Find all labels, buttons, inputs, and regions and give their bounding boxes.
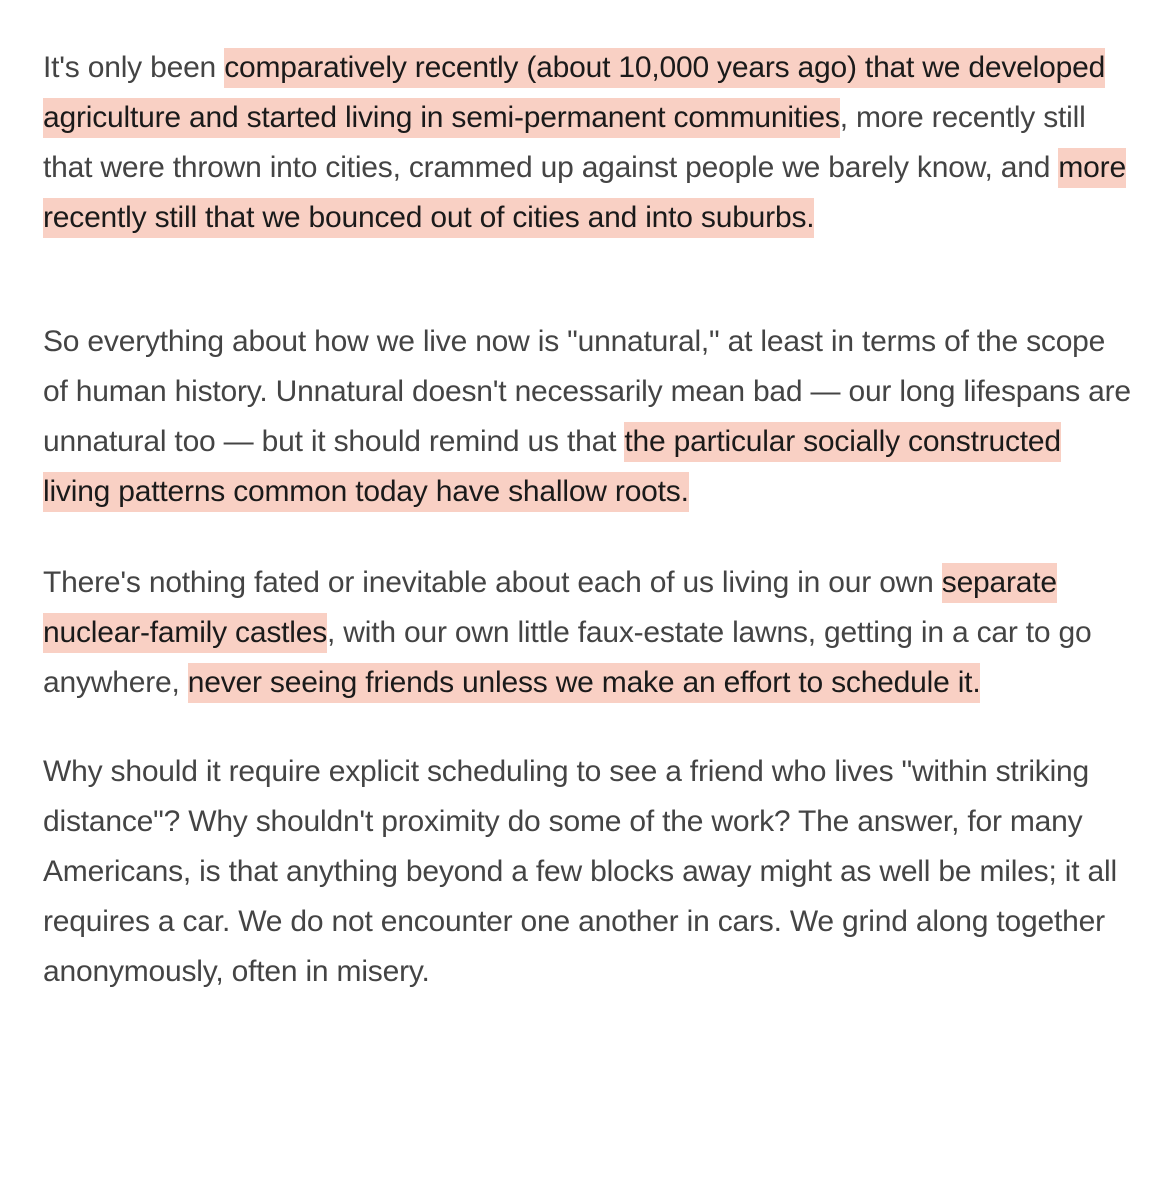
paragraph <box>43 558 1135 708</box>
highlighted-text[interactable]: separate nuclear-family castles <box>43 563 1057 653</box>
article-body <box>43 43 1135 997</box>
paragraph <box>43 747 1135 997</box>
highlighted-text[interactable]: the particular socially constructed living patterns common today have shallow roots. <box>43 422 1061 512</box>
text-segment: Why should it require explicit scheduling to see a friend who lives "within striking distance"? Why shouldn't proximity do some of the work? The answer, for many Americans, is that anything beyond a few blocks away might as well be miles; it all requires a car. We do not encounter one another in cars. We grind along together anonymously, often in misery. <box>43 755 1117 988</box>
text-segment: , more recently still that were thrown into cities, crammed up against people we barely know, and <box>43 101 1086 184</box>
highlighted-text[interactable]: never seeing friends unless we make an effort to schedule it. <box>188 663 981 703</box>
text-segment: It's only been <box>43 51 225 84</box>
paragraph <box>43 43 1135 243</box>
highlighted-text[interactable]: more recently still that we bounced out of cities and into suburbs. <box>43 148 1126 238</box>
highlighted-text[interactable]: comparatively recently (about 10,000 years ago) that we developed agriculture and started living in semi-permanent communities <box>43 48 1105 138</box>
text-segment: There's nothing fated or inevitable about each of us living in our own <box>43 566 942 599</box>
text-segment: So everything about how we live now is "unnatural," at least in terms of the scope of human history. Unnatural doesn't necessarily mean bad — our long lifespans are unnatural too — but it should remind us that <box>43 325 1131 458</box>
paragraph <box>43 317 1135 517</box>
text-segment: , with our own little faux-estate lawns, getting in a car to go anywhere, <box>43 616 1092 699</box>
